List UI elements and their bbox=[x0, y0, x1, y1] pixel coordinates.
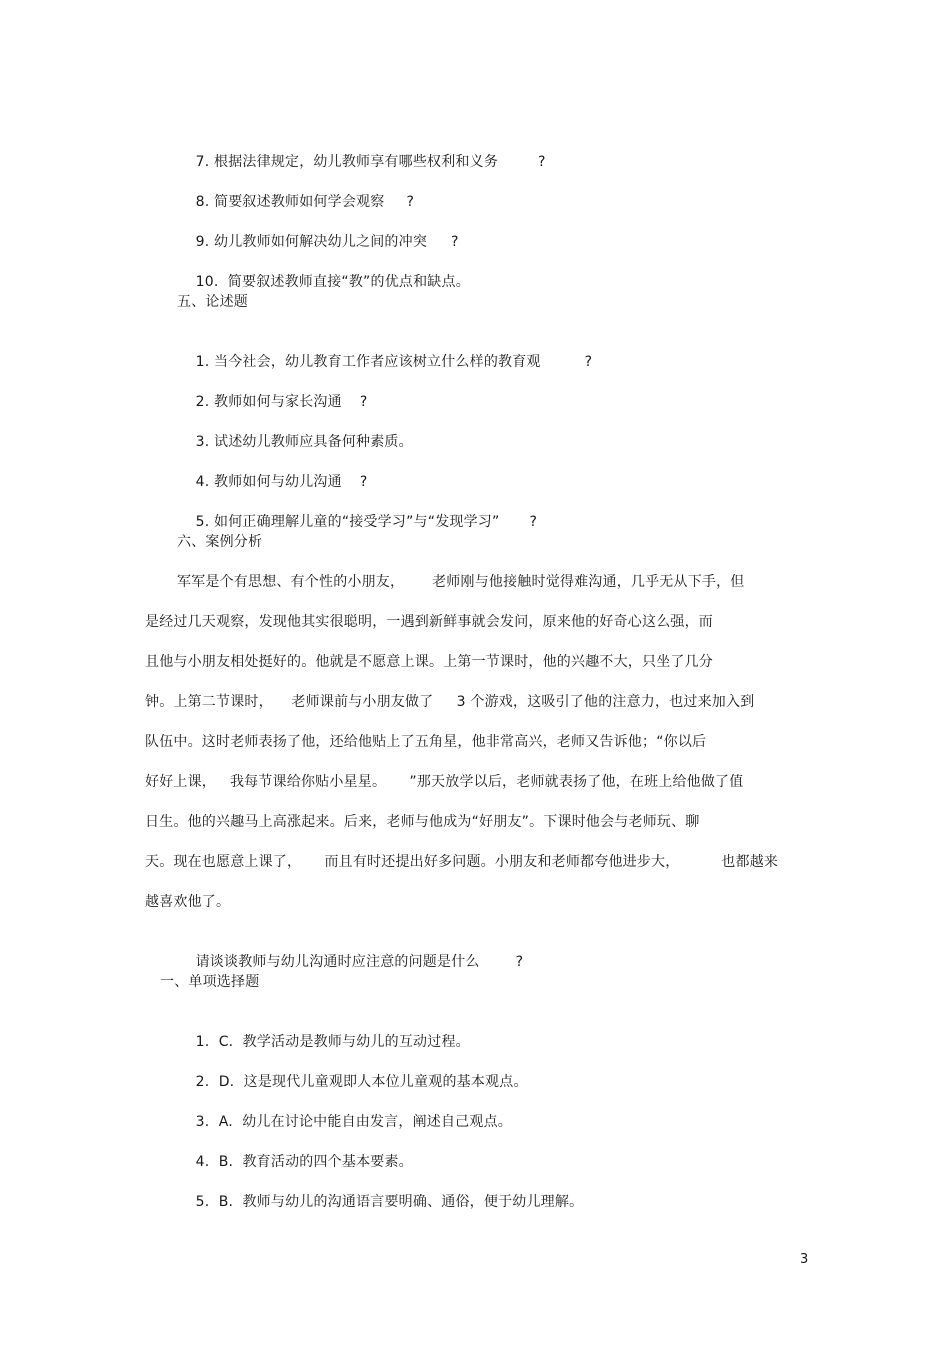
item-question-mark: ? bbox=[359, 474, 368, 490]
item-number: 5. bbox=[195, 514, 210, 530]
item-text: 教师如何与家长沟通 bbox=[214, 394, 342, 410]
item-number: 2. bbox=[195, 394, 210, 410]
answer-choice: B. bbox=[218, 1154, 234, 1170]
case-question-text: 请谈谈教师与幼儿沟通时应注意的问题是什么 bbox=[195, 954, 480, 970]
section-heading-essay: 五、论述题 bbox=[177, 294, 248, 310]
item-text: 试述幼儿教师应具备何种素质。 bbox=[214, 434, 413, 450]
item-text: 幼儿教师如何解决幼儿之间的冲突 bbox=[214, 234, 428, 250]
item-number: 4. bbox=[195, 474, 210, 490]
item-question-mark: ? bbox=[538, 154, 546, 170]
item-text: 当今社会，幼儿教育工作者应该树立什么样的教育观 bbox=[214, 354, 541, 370]
item-question-mark: ? bbox=[584, 354, 593, 370]
answer-text: 教学活动是教师与幼儿的互动过程。 bbox=[242, 1034, 470, 1050]
item-number: 5. bbox=[195, 1194, 210, 1210]
answer-item bbox=[177, 1172, 583, 1232]
answer-text: 教育活动的四个基本要素。 bbox=[242, 1154, 413, 1170]
item-question-mark: ? bbox=[451, 234, 459, 250]
answer-choice: B. bbox=[218, 1194, 234, 1210]
item-text: 简要叙述教师直接“教”的优点和缺点。 bbox=[227, 274, 470, 290]
case-paragraph-line: 日生。他的兴趣马上高涨起来。后来，老师与他成为“好朋友”。下课时他会与老师玩、聊 bbox=[145, 814, 700, 830]
section-heading-case: 六、案例分析 bbox=[177, 534, 263, 550]
item-text: 根据法律规定，幼儿教师享有哪些权利和义务 bbox=[214, 154, 499, 170]
case-paragraph-line: 军军是个有思想、有个性的小朋友， 老师刚与他接触时觉得难沟通，几乎无从下手，但 bbox=[177, 574, 745, 590]
item-question-mark: ? bbox=[359, 394, 368, 410]
item-number: 4. bbox=[195, 1154, 210, 1170]
item-number: 1. bbox=[195, 1034, 210, 1050]
section-heading-answers: 一、单项选择题 bbox=[160, 974, 260, 990]
answer-choice: A. bbox=[218, 1114, 233, 1130]
item-number: 3. bbox=[195, 1114, 210, 1130]
page-number: 3 bbox=[800, 1252, 809, 1267]
case-question-mark: ? bbox=[515, 954, 524, 970]
item-question-mark: ? bbox=[529, 514, 538, 530]
item-number: 7. bbox=[195, 154, 210, 170]
item-text: 教师如何与幼儿沟通 bbox=[214, 474, 342, 490]
item-number: 1. bbox=[195, 354, 210, 370]
item-question-mark: ? bbox=[406, 194, 415, 210]
case-paragraph-line: 天。现在也愿意上课了， 而且有时还提出好多问题。小朋友和老师都夸他进步大， 也都越来 bbox=[145, 854, 779, 870]
case-paragraph-line: 且他与小朋友相处挺好的。他就是不愿意上课。上第一节课时，他的兴趣不大，只坐了几分 bbox=[145, 654, 713, 670]
item-text: 如何正确理解儿童的“接受学习”与“发现学习” bbox=[214, 514, 500, 530]
item-number: 8. bbox=[195, 194, 210, 210]
case-paragraph-line: 好好上课， 我每节课给你贴小星星。 ”那天放学以后，老师就表扬了他，在班上给他做了值 bbox=[145, 774, 744, 790]
answer-choice: C. bbox=[218, 1034, 234, 1050]
case-paragraph-line: 越喜欢他了。 bbox=[145, 894, 231, 910]
answer-text: 幼儿在讨论中能自由发言，阐述自己观点。 bbox=[242, 1114, 512, 1130]
item-number: 3. bbox=[195, 434, 210, 450]
case-paragraph-line: 队伍中。这时老师表扬了他，还给他贴上了五角星，他非常高兴，老师又告诉他；“你以后 bbox=[145, 734, 707, 750]
item-number: 10. bbox=[195, 274, 219, 290]
item-number: 2. bbox=[195, 1074, 210, 1090]
answer-text: 教师与幼儿的沟通语言要明确、通俗，便于幼儿理解。 bbox=[242, 1194, 584, 1210]
answer-choice: D. bbox=[218, 1074, 235, 1090]
case-paragraph-line: 是经过几天观察，发现他其实很聪明，一遇到新鲜事就会发问，原来他的好奇心这么强，而 bbox=[145, 614, 713, 630]
case-paragraph-line: 钟。上第二节课时， 老师课前与小朋友做了 3 个游戏，这吸引了他的注意力，也过来加入到 bbox=[145, 694, 755, 710]
item-number: 9. bbox=[195, 234, 210, 250]
answer-text: 这是现代儿童观即人本位儿童观的基本观点。 bbox=[243, 1074, 528, 1090]
item-text: 简要叙述教师如何学会观察 bbox=[214, 194, 385, 210]
